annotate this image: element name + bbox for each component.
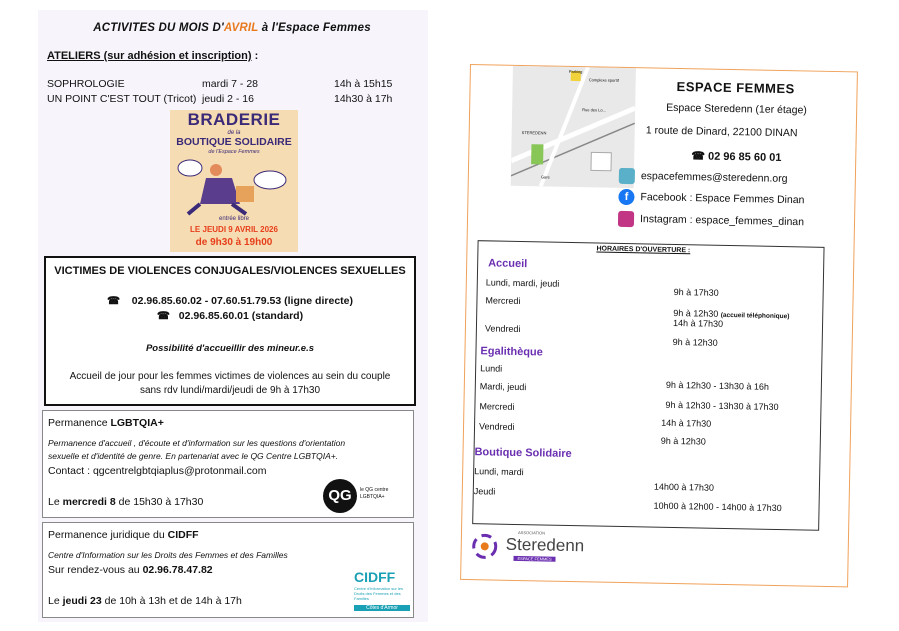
map-label: Parking <box>568 68 583 75</box>
instagram-icon <box>618 211 634 227</box>
phone-line-2: ☎ 02.96.85.60.01 (standard) <box>156 310 304 322</box>
map-label: Rue des Lo... <box>582 107 606 113</box>
email-icon <box>619 168 635 184</box>
shopper-illustration <box>170 156 298 216</box>
page-title: ACTIVITES DU MOIS D'AVRIL à l'Espace Femmes <box>93 22 371 34</box>
steredenn-logo: ASSOCIATION Steredenn ESPACE FEMMES <box>469 527 600 569</box>
cidff-box: Permanence juridique du CIDFF Centre d'Information sur les Droits des Femmes et des Familles Sur rendez-vous au 02.96.78.47.82 Le jeudi 23 de 10h à 13h et de 14h à 17h CIDFF Centre d'Information sur les Droits des Femmes et des Familles Côtes d'Armor <box>42 522 414 618</box>
facebook-line: f Facebook : Espace Femmes Dinan <box>618 189 804 209</box>
flyer-phone: ☎ 02 96 85 60 01 <box>691 150 782 164</box>
phone-line-1: ☎ 02.96.85.60.02 - 07.60.51.79.53 (ligne directe) <box>107 295 353 307</box>
cidff-logo-region: Côtes d'Armor <box>354 605 410 611</box>
cidff-logo-sub: Centre d'Information sur les Droits des Femmes et des Familles <box>354 586 404 601</box>
lgbt-title: Permanence LGBTQIA+ <box>48 417 164 429</box>
cidff-rdv: Sur rendez-vous au 02.96.78.47.82 <box>48 564 213 576</box>
cidff-when: Le jeudi 23 de 10h à 13h et de 14h à 17h <box>48 595 242 607</box>
instagram-line: Instagram : espace_femmes_dinan <box>618 211 804 231</box>
lgbt-when: Le mercredi 8 de 15h30 à 17h30 <box>48 496 204 508</box>
location-map <box>511 66 636 188</box>
phone-icon: ☎ <box>156 310 170 322</box>
braderie-poster: BRADERIE de la BOUTIQUE SOLIDAIRE de l'Espace Femmes entrée libre LE JEUDI 9 AVRIL 2026 de 9h30 à 19h00 <box>170 110 298 252</box>
email-line: espacefemmes@steredenn.org <box>619 168 788 187</box>
phone-icon: ☎ <box>691 150 709 163</box>
map-label: Gare <box>540 174 550 180</box>
lgbt-box: Permanence LGBTQIA+ Permanence d'accueil , d'écoute et d'information sur les questions d'orientation sexuelle et d'identité de genre. En partenariat avec le QG Centre LGBTQIA+. Contact : qgcentrelgbtqiaplus@protonmail.com Le mercredi 8 de 15h30 à 17h30 QG le QG centre LGBTQIA+ <box>42 410 414 518</box>
cidff-logo: CIDFF <box>354 569 396 585</box>
victims-box: VICTIMES DE VIOLENCES CONJUGALES/VIOLENCES SEXUELLES ☎ 02.96.85.60.02 - 07.60.51.79.53 (ligne directe) ☎ 02.96.85.60.01 (standard) Possibilité d'accueillir des mineur.e.s Accueil de jour pour les femmes victimes de violences au sein du couple sans rdv lundi/mardi/jeudi de 9h à 17h30 <box>44 256 416 406</box>
map-label: Complexe sportif <box>588 77 619 83</box>
ateliers-heading: ATELIERS (sur adhésion et inscription) : <box>47 50 259 62</box>
map-label: STEREDENN <box>521 130 547 136</box>
espace-femmes-flyer: Parking Complexe sportif STEREDENN Gare Rue des Lo... ESPACE FEMMES Espace Steredenn (1er étage) 1 route de Dinard, 22100 DINAN ☎ 02 96 85 60 01 espacefemmes@steredenn.org f Facebook : Espace Femmes Dinan Instagram : espace_femmes_dinan HORAIRES D'OUVERTURE : Accueil Lundi, mardi, jeudi 9h à 17h30 Mercredi 9h à 12h30 (accueil téléphonique) 14h à 17h30 Vendredi 9h à 12h30 Egalithèque Lundi Mardi, jeudi 9h à 12h30 - 13h30 à 16h Mercredi 9h à 12h30 - 13h30 à 17h30 Vendredi 14h à 17h30 9h à 12h30 Boutique Solidaire Lundi, mardi 14h00 à 17h30 Jeudi 10h00 à 12h00 - 14h00 à 17h30 ASSOCIATION Steredenn ESPACE FEMMES <box>460 64 858 587</box>
flyer-title: ESPACE FEMMES <box>676 78 795 97</box>
phone-icon: ☎ <box>107 295 121 307</box>
cidff-title: Permanence juridique du CIDFF <box>48 529 199 541</box>
hours-box: HORAIRES D'OUVERTURE : Accueil Lundi, mardi, jeudi 9h à 17h30 Mercredi 9h à 12h30 (accueil téléphonique) 14h à 17h30 Vendredi 9h à 12h30 Egalithèque Lundi Mardi, jeudi 9h à 12h30 - 13h30 à 16h Mercredi 9h à 12h30 - 13h30 à 17h30 Vendredi 14h à 17h30 9h à 12h30 Boutique Solidaire Lundi, mardi 14h00 à 17h30 Jeudi 10h00 à 12h00 - 14h00 à 17h30 <box>472 240 824 531</box>
facebook-icon: f <box>618 189 634 205</box>
steredenn-star-icon <box>469 531 500 562</box>
qg-logo-caption: le QG centre LGBTQIA+ <box>360 487 389 500</box>
qg-logo: QG <box>323 479 357 513</box>
